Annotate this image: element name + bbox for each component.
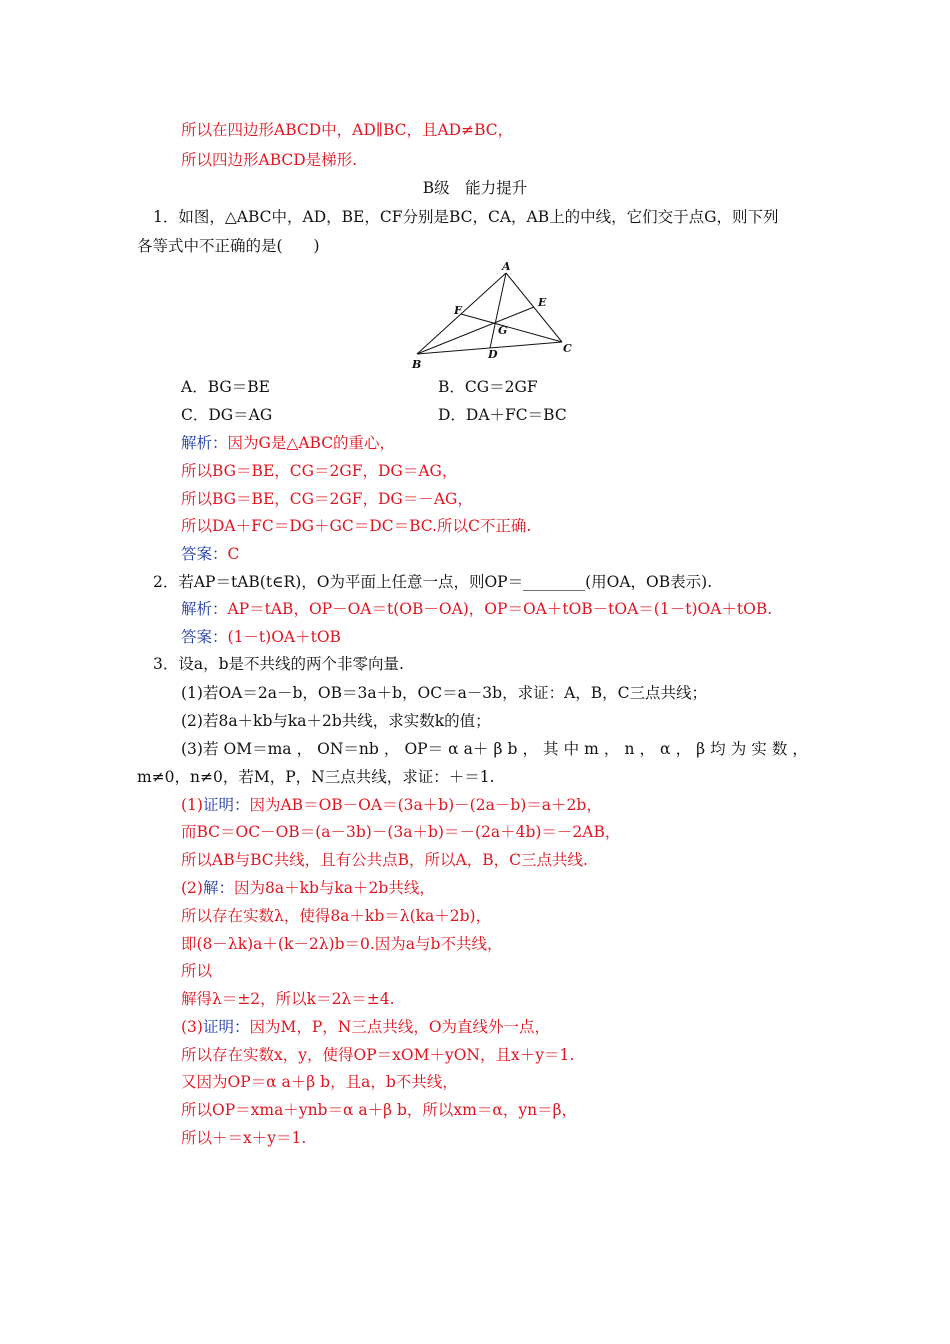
question-3-part: (2)若8a＋kb与ka＋2b共线，求实数k的值； (181, 712, 491, 730)
solution-line (181, 878, 435, 898)
proof-line: 所以存在实数x，y，使得OP＝xOM＋yON，且x＋y＝1. (181, 1046, 575, 1064)
solution-line: 所以存在实数λ，使得8a＋kb＝λ(ka＋2b)， (181, 907, 492, 925)
q3-3-token: OM＝ma (223, 740, 292, 758)
text-line: 所以四边形ABCD是梯形. (181, 151, 358, 169)
proof-line: 所以OP＝xma＋ynb＝α a＋β b，所以xm＝α，yn＝β， (181, 1101, 578, 1119)
q3-3-token: β (696, 740, 706, 758)
question-1-text: 1．如图，△ABC中，AD，BE，CF分别是BC，CA，AB上的中线，它们交于点G，则下列 (153, 208, 779, 226)
solution-line: 即(8－λk)a＋(k－2λ)b＝0.因为a与b不共线， (181, 935, 503, 953)
solution-line: 所以BG＝BE，CG＝2GF，DG＝AG， (181, 462, 458, 480)
option-d: D．DA＋FC＝BC (438, 406, 567, 424)
q3-3-token: ， (383, 740, 400, 758)
q3-3-token: 均 (710, 740, 726, 758)
triangle-figure (400, 258, 590, 373)
q3-3-token: ， (603, 740, 620, 758)
question-2-text: 2．若AP＝tAB(t∈R)，O为平面上任意一点，则OP＝________(用OA，OB表示). (153, 573, 713, 591)
q3-3-token: a＋ (463, 740, 489, 758)
q3-3-token: 中 (563, 740, 580, 758)
q3-3-token: ， (522, 740, 538, 758)
solution-line: 所以BG＝BE，CG＝2GF，DG＝－AG， (181, 490, 473, 508)
solution-text: AP＝tAB，OP－OA＝t(OB－OA)，OP＝OA＋tOB－tOA＝(1－t)OA＋tOB. (227, 600, 773, 618)
q3-3-token: m (584, 740, 599, 758)
label-f: F (454, 304, 462, 317)
q3-3-token: ， (639, 740, 655, 758)
solution-line (181, 433, 395, 453)
q3-3-token: ， (675, 740, 692, 758)
solution-line: 解得λ＝±2，所以k＝2λ＝±4. (181, 990, 395, 1008)
label-e: E (538, 296, 547, 309)
answer-text: (1－t)OA＋tOB (227, 628, 341, 646)
q3-3-token: α (660, 740, 671, 758)
solution-line: 所以 (181, 962, 213, 980)
q3-3-token: 实 (751, 740, 767, 758)
option-c: C．DG＝AG (181, 406, 273, 424)
label-g: G (498, 324, 508, 337)
part-number: (1) (181, 796, 203, 814)
solution-text: 因为G是△ABC的重心， (227, 434, 396, 452)
solution-line: 所以DA＋FC＝DG＋GC＝DC＝BC.所以C不正确. (181, 517, 532, 535)
q3-3-token: ， (792, 740, 808, 758)
proof-label: 证明： (202, 1018, 250, 1036)
answer-label: 答案： (181, 628, 228, 646)
q3-3-token: b (507, 740, 518, 758)
solution-text: 因为8a＋kb与ka＋2b共线， (233, 879, 435, 897)
q3-3-token: OP＝ (404, 740, 444, 758)
proof-text: 因为M，P，N三点共线，O为直线外一点， (249, 1018, 551, 1036)
part-number: (3) (181, 1018, 203, 1036)
label-b: B (412, 358, 422, 371)
q3-3-token: (3)若 (181, 740, 219, 758)
q3-3-token: β (493, 740, 503, 758)
section-title: B级 能力提升 (422, 179, 528, 197)
answer-label: 答案： (181, 545, 228, 563)
option-b: B．CG＝2GF (438, 378, 538, 396)
label-d: D (488, 348, 498, 361)
text-line: 所以在四边形ABCD中，AD∥BC，且AD≠BC， (181, 121, 514, 139)
answer-line (181, 627, 341, 647)
question-1-text: 各等式中不正确的是( ) (137, 237, 320, 255)
median-be (417, 307, 534, 354)
q3-3-token: ， (296, 740, 313, 758)
question-3-part-3 (181, 739, 808, 759)
question-3-part: m≠0，n≠0，若M，P，N三点共线，求证：＋＝1. (137, 768, 495, 786)
q3-3-token: 为 (730, 740, 747, 758)
q3-3-token: 其 (543, 740, 559, 758)
proof-line (181, 1017, 550, 1037)
option-a: A．BG＝BE (181, 378, 270, 396)
solution-label: 解析： (181, 434, 228, 452)
q3-3-token: 数 (771, 740, 788, 758)
question-3-text: 3．设a，b是不共线的两个非零向量. (153, 655, 404, 673)
proof-line: 又因为OP＝α a＋β b，且a，b不共线， (181, 1073, 458, 1091)
q3-3-token: n (624, 740, 635, 758)
q3-3-token: α (448, 740, 459, 758)
part-number: (2) (181, 879, 203, 897)
q3-3-token: ON＝nb (317, 740, 379, 758)
proof-label: 证明： (202, 796, 250, 814)
proof-text: 因为AB＝OB－OA＝(3a＋b)－(2a－b)＝a＋2b， (249, 796, 602, 814)
proof-line (181, 795, 602, 815)
question-3-part: (1)若OA＝2a－b，OB＝3a＋b，OC＝a－3b，求证：A，B，C三点共线； (181, 684, 708, 702)
answer-text: C (227, 545, 240, 563)
solution-label: 解析： (181, 600, 228, 618)
proof-line: 而BC＝OC－OB＝(a－3b)－(3a＋b)＝－(2a＋4b)＝－2AB， (181, 823, 621, 841)
label-a: A (502, 260, 511, 273)
answer-line (181, 544, 239, 564)
median-cf (461, 314, 562, 342)
solution-line (181, 599, 772, 619)
proof-line: 所以＋＝x＋y＝1. (181, 1129, 307, 1147)
proof-line: 所以AB与BC共线，且有公共点B，所以A，B，C三点共线. (181, 851, 588, 869)
solution-label: 解： (202, 879, 234, 897)
label-c: C (563, 342, 572, 355)
